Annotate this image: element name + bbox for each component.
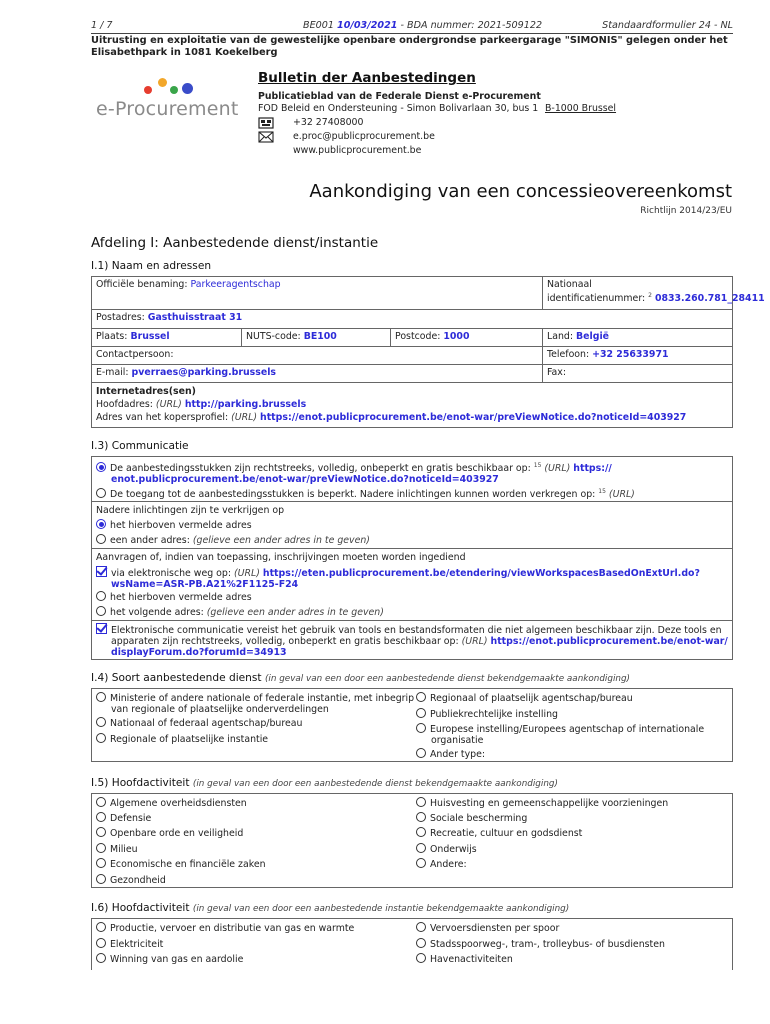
entity-rail[interactable]: Vervoersdiensten per spoor: [416, 922, 559, 934]
activity-health[interactable]: Gezondheid: [96, 874, 166, 886]
fax-cell: Fax:: [543, 365, 732, 383]
info-other-option[interactable]: een ander adres: (gelieve een ander adres in te geven): [96, 534, 370, 546]
checkbox-checked-icon[interactable]: [96, 623, 107, 634]
phone: +32 25633971: [592, 349, 669, 360]
activity-recreation[interactable]: Recreatie, cultuur en godsdienst: [416, 827, 582, 839]
radio-icon[interactable]: [96, 717, 106, 727]
radio-icon[interactable]: [96, 953, 106, 963]
radio-icon[interactable]: [416, 723, 426, 733]
section-title: Afdeling I: Aanbestedende dienst/instantie: [91, 235, 379, 251]
info-above-option[interactable]: het hierboven vermelde adres: [96, 519, 252, 531]
e-procurement-logo: [96, 76, 239, 126]
bulletin-address: FOD Beleid en Ondersteuning - Simon Bolivarlaan 30, bus 1: [258, 103, 539, 114]
submit-other-option[interactable]: het volgende adres: (gelieve een ander adres in te geven): [96, 606, 384, 618]
section-1-4-title: I.4) Soort aanbestedende dienst (in geval van een door een aanbestedende dienst bekendgemaakte aankondiging): [91, 672, 630, 684]
national-id-cell: Nationaal identificatienummer: $^2$ 0833.260.781_28411: [543, 277, 732, 310]
main-activity-box: [91, 793, 733, 888]
radio-icon[interactable]: [416, 708, 426, 718]
bulletin-address-row: [258, 102, 728, 116]
activity-public-order[interactable]: Openbare orde en veiligheid: [96, 827, 243, 839]
radio-icon[interactable]: [96, 827, 106, 837]
radio-icon[interactable]: [96, 534, 106, 544]
activity-economic[interactable]: Economische en financiële zaken: [96, 858, 266, 870]
postcode: 1000: [443, 331, 470, 342]
type-regional-authority[interactable]: Regionale of plaatselijke instantie: [96, 733, 268, 745]
docs-free-option[interactable]: De aanbestedingsstukken zijn rechtstreeks, volledig, onbeperkt en gratis beschikbaar op: $^{15}$ (URL) https:// enot.publicprocurement.be/enot-war/preViewNotice.do?noticeId=403927: [96, 460, 728, 485]
radio-selected-icon[interactable]: [96, 462, 106, 472]
email[interactable]: pverraes@parking.brussels: [131, 367, 276, 378]
radio-icon[interactable]: [416, 938, 426, 948]
communication-box: [91, 456, 733, 660]
contact-cell: Contactpersoon:: [92, 347, 543, 365]
docs-restricted-option[interactable]: De toegang tot de aanbestedingsstukken is beperkt. Nadere inlichtingen kunnen worden verkregen op: $^{15}$ (URL): [96, 486, 635, 500]
main-url[interactable]: http://parking.brussels: [184, 399, 307, 410]
bulletin-phone-row: [258, 116, 728, 130]
type-eu-institution[interactable]: Europese instelling/Europees agentschap of internationale organisatie: [416, 723, 704, 746]
entity-gas-oil[interactable]: Winning van gas en aardolie: [96, 953, 243, 965]
radio-icon[interactable]: [96, 922, 106, 932]
radio-icon[interactable]: [96, 488, 106, 498]
bulletin-phone: +32 27408000: [293, 117, 364, 128]
nuts-code: BE100: [303, 331, 337, 342]
info-label: Nadere inlichtingen zijn te verkrijgen op: [96, 505, 285, 516]
names-addresses-box: [91, 276, 765, 428]
radio-icon[interactable]: [96, 874, 106, 884]
activity-education[interactable]: Onderwijs: [416, 843, 477, 855]
bulletin-subtitle: Publicatieblad van de Federale Dienst e-Procurement: [258, 91, 541, 102]
radio-icon[interactable]: [96, 797, 106, 807]
bulletin-web-row: [258, 144, 728, 158]
submit-electronic-option[interactable]: via elektronische weg op: (URL) https://eten.publicprocurement.be/etendering/viewWorkspacesBasedOnExtUrl.do? wsName=ASR-PB.A21%2F1125-F24: [96, 566, 728, 590]
directive: Richtlijn 2014/23/EU: [640, 206, 732, 216]
radio-icon[interactable]: [416, 827, 426, 837]
document-title: Uitrusting en exploitatie van de gewestelijke openbare ondergrondse parkeergarage "SIMONIS" gelegen onder het Elisabethpark in 1081 Koekelberg: [91, 33, 733, 59]
section-1-1-title: I.1) Naam en adressen: [91, 260, 212, 272]
entity-gas-heat[interactable]: Productie, vervoer en distributie van gas en warmte: [96, 922, 354, 934]
phone-icon: [258, 117, 274, 129]
email-cell: E-mail: pverraes@parking.brussels: [92, 365, 543, 383]
bulletin-title: Bulletin der Aanbestedingen: [258, 70, 476, 86]
radio-icon[interactable]: [96, 843, 106, 853]
radio-icon[interactable]: [96, 938, 106, 948]
section-1-6-title: I.6) Hoofdactiviteit (in geval van een door een aanbestedende instantie bekendgemaakte aankondiging): [91, 902, 570, 914]
type-other[interactable]: Ander type:: [416, 748, 485, 760]
logo-dot-green: [170, 86, 178, 94]
postal-cell: Postadres: Gasthuisstraat 31: [92, 310, 732, 329]
radio-icon[interactable]: [96, 733, 106, 743]
type-regional-agency[interactable]: Regionaal of plaatselijk agentschap/bureau: [416, 692, 633, 704]
radio-icon[interactable]: [96, 812, 106, 822]
logo-dot-orange: [158, 78, 167, 87]
radio-icon[interactable]: [416, 692, 426, 702]
checkbox-checked-icon[interactable]: [96, 566, 107, 577]
activity-defence[interactable]: Defensie: [96, 812, 151, 824]
radio-icon[interactable]: [416, 922, 426, 932]
docs-url[interactable]: enot.publicprocurement.be/enot-war/preViewNotice.do?noticeId=403927: [111, 474, 499, 486]
postcode-cell: Postcode: 1000: [391, 329, 543, 347]
type-ministry[interactable]: Ministerie of andere nationale of federale instantie, met inbegrip van regionale of plaatselijke onderverdelingen: [96, 692, 414, 715]
bulletin-email[interactable]: e.proc@publicprocurement.be: [293, 131, 435, 142]
internet-cell: Internetadres(sen) Hoofdadres: (URL) http://parking.brussels Adres van het kopersprofiel: (URL) https://enot.publicprocurement.be/enot-war/preViewNotice.do?noticeId=403927: [96, 386, 687, 423]
etendering-url[interactable]: https://eten.publicprocurement.be/etendering/viewWorkspacesBasedOnExtUrl.do?: [262, 568, 700, 579]
radio-icon[interactable]: [96, 692, 106, 702]
buyer-profile-url[interactable]: https://enot.publicprocurement.be/enot-war/preViewNotice.do?noticeId=403927: [260, 412, 687, 423]
activity-social[interactable]: Sociale bescherming: [416, 812, 527, 824]
radio-icon[interactable]: [96, 591, 106, 601]
radio-icon[interactable]: [416, 858, 426, 868]
type-national-agency[interactable]: Nationaal of federaal agentschap/bureau: [96, 717, 302, 729]
radio-icon[interactable]: [416, 812, 426, 822]
type-public-body[interactable]: Publiekrechtelijke instelling: [416, 708, 558, 720]
radio-selected-icon[interactable]: [96, 519, 106, 529]
bulletin-web[interactable]: www.publicprocurement.be: [293, 145, 422, 156]
submit-above-option[interactable]: het hierboven vermelde adres: [96, 591, 252, 603]
activity-other[interactable]: Andere:: [416, 858, 467, 870]
submit-label: Aanvragen of, indien van toepassing, inschrijvingen moeten worden ingediend: [96, 552, 466, 563]
country: België: [576, 331, 610, 342]
tools-option[interactable]: Elektronische communicatie vereist het gebruik van tools en bestandsformaten die niet algemeen beschikbaar zijn. Deze tools en apparaten zijn rechtstreeks, volledig, onbeperkt en gratis beschikbaar op: (URL) https://enot.publicprocurement.be/enot-war/ displayForum.do?forumId=34913: [96, 623, 730, 658]
activity-general[interactable]: Algemene overheidsdiensten: [96, 797, 247, 809]
main-activity-entity-box: [91, 918, 733, 970]
bulletin-info: [258, 70, 728, 158]
forum-url[interactable]: https://enot.publicprocurement.be/enot-war/: [490, 636, 728, 647]
nuts-cell: NUTS-code: BE100: [242, 329, 391, 347]
logo-text: e-Procurement: [96, 98, 239, 120]
section-1-5-title: I.5) Hoofdactiviteit (in geval van een door een aanbestedende dienst bekendgemaakte aankondiging): [91, 777, 558, 789]
bulletin-city: B-1000 Brussel: [545, 103, 617, 114]
postal-address: Gasthuisstraat 31: [147, 312, 243, 323]
envelope-icon: [258, 131, 274, 143]
activity-housing[interactable]: Huisvesting en gemeenschappelijke voorzieningen: [416, 797, 668, 809]
notice-title: Aankondiging van een concessieovereenkomst: [309, 181, 732, 202]
authority-type-box: [91, 688, 733, 762]
notice-reference: BE001 10/03/2021 - BDA nummer: 2021-509122: [303, 20, 543, 31]
logo-dot-blue: [182, 83, 193, 94]
radio-icon[interactable]: [96, 858, 106, 868]
entity-ports[interactable]: Havenactiviteiten: [416, 953, 513, 965]
radio-icon[interactable]: [416, 843, 426, 853]
bulletin-email-row: [258, 130, 728, 144]
official-name: Parkeeragentschap: [190, 279, 281, 290]
official-name-cell: Officiële benaming: Parkeeragentschap: [92, 277, 543, 310]
place-cell: Plaats: Brussel: [92, 329, 242, 347]
entity-electricity[interactable]: Elektriciteit: [96, 938, 163, 950]
radio-icon[interactable]: [416, 748, 426, 758]
phone-cell: Telefoon: +32 25633971: [543, 347, 732, 365]
section-1-3-title: I.3) Communicatie: [91, 440, 189, 452]
place: Brussel: [130, 331, 170, 342]
logo-dot-red: [144, 86, 152, 94]
national-id: 0833.260.781_28411: [654, 293, 765, 305]
radio-icon[interactable]: [96, 606, 106, 616]
radio-icon[interactable]: [416, 797, 426, 807]
form-label: Standaardformulier 24 - NL: [602, 20, 733, 31]
radio-icon[interactable]: [416, 953, 426, 963]
entity-urban-transport[interactable]: Stadsspoorweg-, tram-, trolleybus- of busdiensten: [416, 938, 665, 950]
page-number: 1 / 7: [91, 20, 113, 31]
country-cell: Land: België: [543, 329, 732, 347]
activity-environment[interactable]: Milieu: [96, 843, 138, 855]
